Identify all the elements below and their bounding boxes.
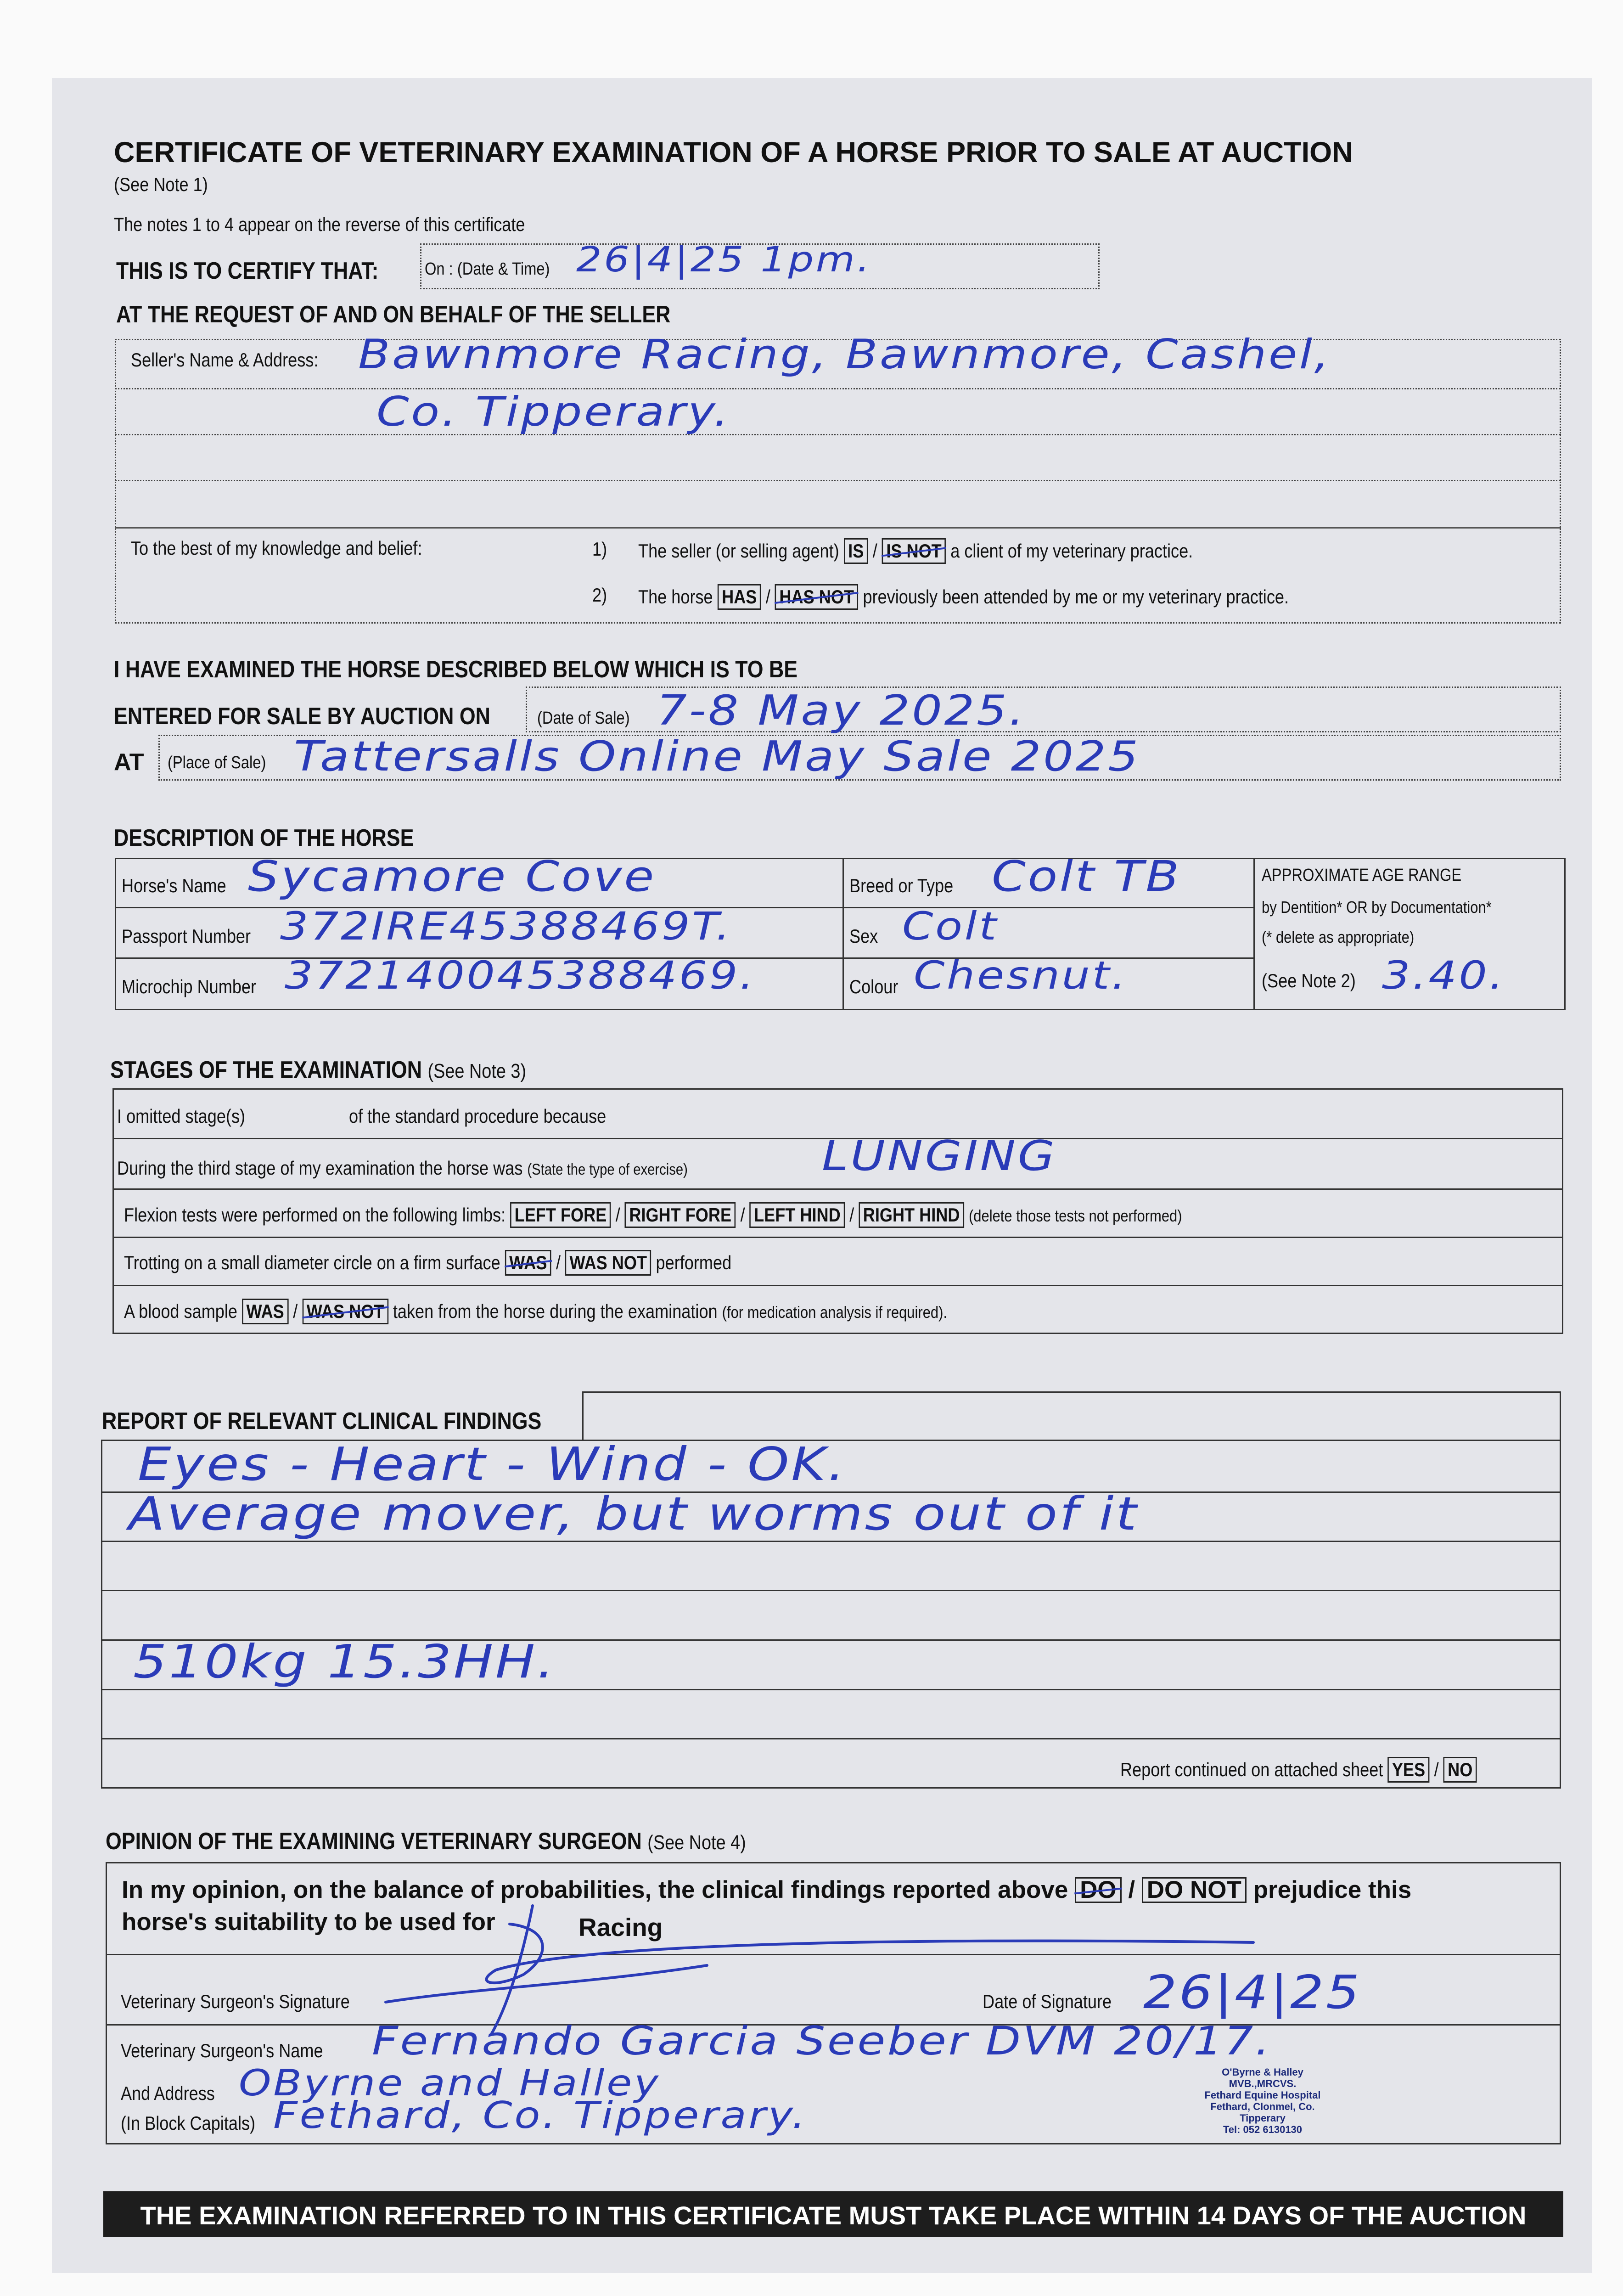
- opinion-text-1: In my opinion, on the balance of probabilities, the clinical findings reported above DO / DO NOT prejudice this: [122, 1876, 1412, 1903]
- description-heading: DESCRIPTION OF THE HORSE: [114, 825, 414, 851]
- sale-date-value: 7-8 May 2025.: [657, 687, 1026, 735]
- knowledge-label: To the best of my knowledge and belief:: [131, 537, 422, 559]
- seller-is-not-option[interactable]: IS NOT: [882, 538, 946, 564]
- sale-place-label: (Place of Sale): [168, 753, 266, 772]
- flexion-row: Flexion tests were performed on the following limbs: LEFT FORE / RIGHT FORE / LEFT HIND / RIGHT HIND (delete those tests not performed): [124, 1202, 1182, 1228]
- seller-box: [115, 339, 1561, 624]
- horse-name-label: Horse's Name: [122, 875, 226, 896]
- age-delete-label: (* delete as appropriate): [1262, 928, 1415, 946]
- intended-use-value[interactable]: Racing: [578, 1913, 663, 1941]
- colour-label: Colour: [849, 976, 899, 997]
- sale-date-label: (Date of Sale): [537, 709, 630, 728]
- entered-label: ENTERED FOR SALE BY AUCTION ON: [114, 703, 490, 730]
- trotting-was-not-option[interactable]: WAS NOT: [565, 1250, 651, 1276]
- report-line-3[interactable]: 510kg 15.3HH.: [133, 1635, 556, 1688]
- item2-text: The horse HAS / HAS NOT previously been attended by me or my veterinary practice.: [638, 584, 1289, 610]
- report-line-1[interactable]: Eyes - Heart - Wind - OK.: [138, 1437, 847, 1491]
- vet-address-label: And Address: [121, 2082, 215, 2104]
- opinion-text-2: horse's suitability to be used for: [122, 1908, 495, 1936]
- omitted-stage-label: I omitted stage(s): [117, 1105, 246, 1127]
- seller-is-option[interactable]: IS: [844, 538, 868, 564]
- practice-stamp: O'Byrne & Halley MVB.,MRCVS. Fethard Equine Hospital Fethard, Clonmel, Co. Tipperary Tel: 052 6130130: [1204, 2066, 1321, 2135]
- signature-label: Veterinary Surgeon's Signature: [121, 1991, 350, 2012]
- vet-address-line-2[interactable]: Fethard, Co. Tipperary.: [273, 2094, 808, 2137]
- blood-row: A blood sample WAS / WAS NOT taken from the horse during the examination (for medication analysis if required).: [124, 1299, 947, 1324]
- vet-name-label: Veterinary Surgeon's Name: [121, 2040, 323, 2061]
- passport-label: Passport Number: [122, 925, 251, 947]
- block-capitals-label: (In Block Capitals): [121, 2112, 256, 2134]
- opinion-do-option[interactable]: DO: [1075, 1877, 1122, 1903]
- date-signature-label: Date of Signature: [983, 1991, 1112, 2012]
- certify-label: THIS IS TO CERTIFY THAT:: [116, 258, 379, 284]
- blood-was-not-option[interactable]: WAS NOT: [302, 1299, 388, 1324]
- age-value[interactable]: 3.40.: [1382, 953, 1505, 998]
- date-signature-value[interactable]: 26|4|25: [1143, 1965, 1362, 2019]
- veterinary-signature: [358, 1851, 1276, 2043]
- flexion-left-hind[interactable]: LEFT HIND: [750, 1202, 845, 1228]
- seller-line-1[interactable]: Bawnmore Racing, Bawnmore, Cashel,: [358, 331, 1331, 378]
- age-range-label: APPROXIMATE AGE RANGE: [1262, 866, 1462, 885]
- report-heading-box: [582, 1391, 1561, 1441]
- microchip-label: Microchip Number: [122, 976, 257, 997]
- flexion-left-fore[interactable]: LEFT FORE: [510, 1202, 611, 1228]
- breed-value[interactable]: Colt TB: [992, 852, 1181, 901]
- microchip-value[interactable]: 372140045388469.: [285, 953, 756, 998]
- continued-yes-option[interactable]: YES: [1387, 1757, 1429, 1783]
- seller-line-2[interactable]: Co. Tipperary.: [376, 388, 731, 435]
- at-label: AT: [114, 749, 144, 776]
- sale-place-value: Tattersalls Online May Sale 2025: [294, 732, 1140, 781]
- opinion-do-not-option[interactable]: DO NOT: [1142, 1877, 1247, 1903]
- age-note-label: (See Note 2): [1262, 970, 1356, 991]
- opinion-heading: OPINION OF THE EXAMINING VETERINARY SURGEON (See Note 4): [106, 1828, 746, 1855]
- third-stage-label: During the third stage of my examination the horse was (State the type of exercise): [117, 1157, 688, 1179]
- report-line-2[interactable]: Average mover, but worms out of it: [129, 1487, 1139, 1541]
- see-note-1: (See Note 1): [114, 174, 208, 195]
- blood-was-option[interactable]: WAS: [242, 1299, 288, 1324]
- page-title: CERTIFICATE OF VETERINARY EXAMINATION OF A HORSE PRIOR TO SALE AT AUCTION: [114, 136, 1353, 169]
- item1-text: The seller (or selling agent) IS / IS NOT a client of my veterinary practice.: [638, 538, 1193, 564]
- horse-has-not-option[interactable]: HAS NOT: [775, 584, 858, 610]
- sex-value[interactable]: Colt: [902, 904, 999, 949]
- sex-label: Sex: [849, 925, 878, 947]
- item2-number: 2): [592, 584, 607, 606]
- trotting-row: Trotting on a small diameter circle on a firm surface WAS / WAS NOT performed: [124, 1250, 731, 1276]
- exercise-value[interactable]: LUNGING: [822, 1132, 1057, 1180]
- vet-name-value[interactable]: Fernando Garcia Seeber DVM 20/17.: [372, 2018, 1272, 2064]
- date-time-label: On : (Date & Time): [425, 259, 550, 279]
- omitted-procedure-label: of the standard procedure because: [349, 1105, 607, 1127]
- report-continued: Report continued on attached sheet YES / NO: [1120, 1757, 1477, 1783]
- colour-value[interactable]: Chesnut.: [914, 953, 1128, 998]
- examined-label: I HAVE EXAMINED THE HORSE DESCRIBED BELOW WHICH IS TO BE: [114, 656, 798, 683]
- notes-line: The notes 1 to 4 appear on the reverse of this certificate: [114, 214, 525, 235]
- report-heading: REPORT OF RELEVANT CLINICAL FINDINGS: [102, 1408, 542, 1435]
- breed-label: Breed or Type: [849, 875, 954, 896]
- horse-has-option[interactable]: HAS: [718, 584, 761, 610]
- horse-name-value[interactable]: Sycamore Cove: [248, 852, 656, 901]
- request-label: AT THE REQUEST OF AND ON BEHALF OF THE SELLER: [116, 301, 671, 328]
- trotting-was-option[interactable]: WAS: [505, 1250, 551, 1276]
- stages-heading: STAGES OF THE EXAMINATION (See Note 3): [110, 1057, 527, 1083]
- flexion-right-hind[interactable]: RIGHT HIND: [859, 1202, 964, 1228]
- age-by-label: by Dentition* OR by Documentation*: [1262, 898, 1492, 917]
- continued-no-option[interactable]: NO: [1443, 1757, 1477, 1783]
- vet-address-line-1[interactable]: OByrne and Halley: [239, 2063, 661, 2104]
- item1-number: 1): [592, 538, 607, 560]
- flexion-right-fore[interactable]: RIGHT FORE: [625, 1202, 736, 1228]
- passport-value[interactable]: 372IRE45388469T.: [280, 904, 732, 949]
- footer-banner-text: THE EXAMINATION REFERRED TO IN THIS CERTIFICATE MUST TAKE PLACE WITHIN 14 DAYS OF THE AUCTION: [140, 2201, 1527, 2230]
- date-time-value: 26|4|25 1pm.: [576, 239, 872, 280]
- seller-name-label: Seller's Name & Address:: [131, 349, 319, 371]
